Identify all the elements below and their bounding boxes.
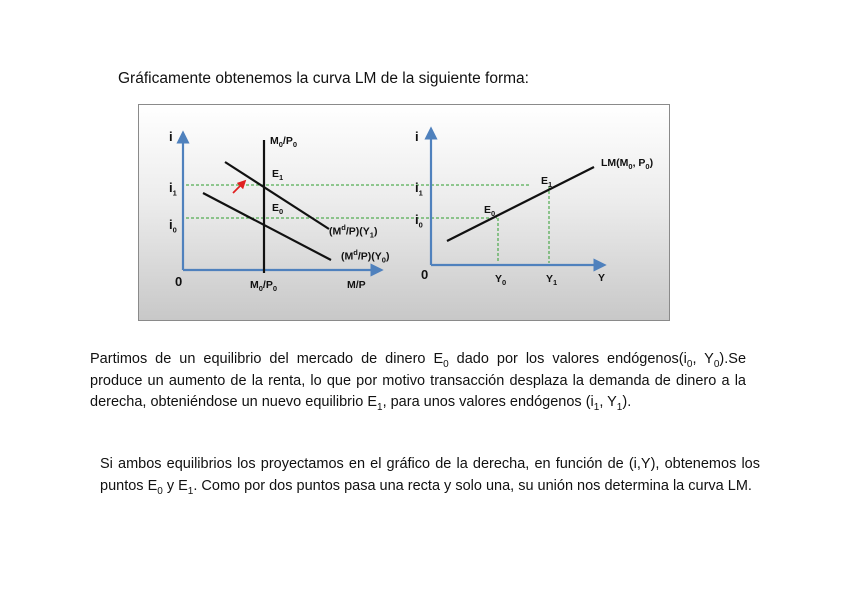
left-x-axis-label: M/P — [347, 279, 366, 291]
left-i0-label: $i_0$ — [169, 217, 177, 235]
lm-curve-label: $LM(M_0$, $P_0$) — [601, 157, 654, 172]
right-origin-label: 0 — [421, 267, 429, 282]
money-demand-y1-label: $(M^d/P)(Y_1)$ — [329, 223, 378, 240]
explanation-paragraph-2: Si ambos equilibrios los proyectamos en el gráfico de la derecha, en función de (i,Y), obtenemos los puntos $E_0$ y $E_1$. Como por dos puntos pasa una recta y solo una, su unión nos determina la curva LM. — [100, 456, 760, 497]
diagram-graphics — [139, 105, 671, 322]
right-i0-label: $i_0$ — [415, 212, 423, 230]
money-demand-y0-label: $(M^d/P)(Y_0)$ — [341, 248, 390, 265]
right-e0-label: $E_0$ — [484, 204, 496, 219]
right-x-axis-label: Y — [598, 272, 606, 284]
left-e1-label: $E_1$ — [272, 168, 284, 183]
right-e1-label: $E_1$ — [541, 175, 553, 190]
page-heading: Gráficamente obtenemos la curva LM de la siguiente forma: — [118, 70, 529, 87]
left-i1-label: $i_1$ — [169, 180, 177, 198]
left-origin-label: 0 — [175, 274, 183, 289]
money-supply-top-label: $M_0/P_0$ — [270, 135, 298, 150]
money-supply-bottom-label: $M_0/P_0$ — [250, 279, 278, 294]
lm-derivation-figure — [138, 104, 670, 321]
right-y-axis-label: i — [415, 129, 419, 144]
lm-curve — [447, 167, 594, 241]
right-y0-label: $Y_0$ — [495, 273, 507, 288]
explanation-paragraph-1: Partimos de un equilibrio del mercado de dinero $E_0$ dado por los valores $endógenos(i_0$, $Y_0).Se$ produce un aumento de la renta, lo que por motivo transacción desplaza la demanda de dinero a la derecha, obteniéndose un nuevo equilibrio $E_1$, para unos valores endógenos ($i_1$, $Y_1$). — [90, 351, 747, 413]
money-demand-y0-line — [203, 193, 331, 260]
left-y-axis-label: i — [169, 129, 173, 144]
right-y1-label: $Y_1$ — [546, 273, 558, 288]
demand-shift-arrow — [233, 181, 245, 193]
left-e0-label: $E_0$ — [272, 202, 284, 217]
right-i1-label: $i_1$ — [415, 180, 423, 198]
